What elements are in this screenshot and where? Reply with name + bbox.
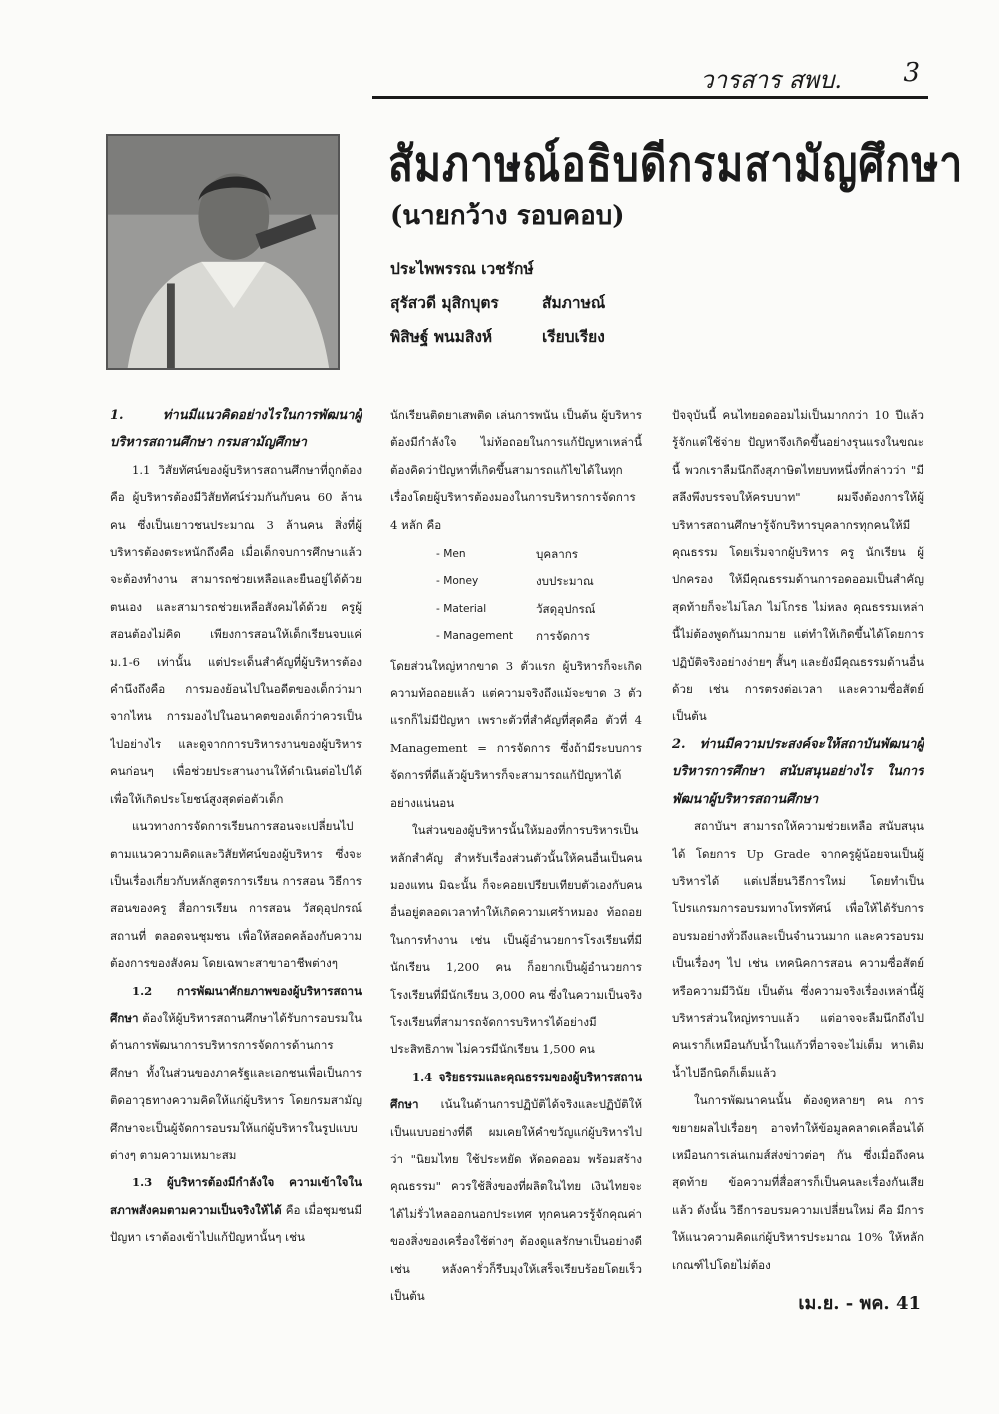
paragraph: ในการพัฒนาคนนั้น ต้องดูหลายๆ คน การขยายผลไปเรื่อยๆ อาจทำให้ข้อมูลคลาดเคลื่อนได้ เหมือนการเล่นเกมส์ส่งข่าวต่อๆ กัน ซึ่งเมื่อถึงคนสุดท้าย ข้อความที่สื่อสารก็เป็นคนละเรื่องกันเสียแล้ว ดังนั้น วิธีการอบรมความเปลี่ยนใหม่ คือ มีการให้แนวความคิดแก่ผู้บริหารประมาณ 10% ให้หลักเกณฑ์ไปโดยไม่ต้อง <box>672 1093 924 1272</box>
list-item-en: - Material <box>436 602 487 615</box>
list-item <box>390 568 642 595</box>
subsection-lead: 1.4 จริยธรรมและคุณธรรมของผู้บริหารสถานศึกษา <box>390 1069 642 1112</box>
column-1 <box>110 402 362 1382</box>
paragraph: นักเรียนติดยาเสพติด เล่นการพนัน เป็นต้น ผู้บริหารต้องมีกำลังใจ ไม่ท้อถอยในการแก้ปัญหาเหล่านี้ ต้องคิดว่าปัญหาที่เกิดขึ้นสามารถแก้ไขได้ในทุกเรื่องโดยผู้บริหารต้องมองในการบริหารการจัดการ 4 หลัก คือ <box>390 408 642 532</box>
list-item <box>390 541 642 568</box>
paragraph: แนวทางการจัดการเรียนการสอนจะเปลี่ยนไปตามแนวความคิดและวิสัยทัศน์ของผู้บริหาร ซึ่งจะเป็นเรื่องเกี่ยวกับหลักสูตรการเรียน การสอน วิธีการสอนของครู สื่อการเรียน การสอน วัสดุอุปกรณ์ สถานที่ ตลอดจนชุมชน เพื่อให้สอดคล้องกับความต้องการของสังคม โดยเฉพาะสาขาอาชีพต่างๆ <box>110 819 362 971</box>
paragraph: โดยส่วนใหญ่หากขาด 3 ตัวแรก ผู้บริหารก็จะเกิดความท้อถอยแล้ว แต่ความจริงถึงแม้จะขาด 3 ตัวแรกก็ไม่มีปัญหา เพราะตัวที่สำคัญที่สุดคือ ตัวที่ 4 Management = การจัดการ ซึ่งถ้ามีระบบการจัดการที่ดีแล้วผู้บริหารก็จะสามารถแก้ปัญหาได้อย่างแน่นอน <box>390 658 642 810</box>
credit-role: สัมภาษณ์ <box>542 293 606 312</box>
credit-name: สุรัสวดี มุสิกบุตร <box>390 293 499 312</box>
paragraph: สถาบันฯ สามารถให้ความช่วยเหลือ สนับสนุนได้ โดยการ Up Grade จากครูผู้น้อยจนเป็นผู้บริหารได้ แต่เปลี่ยนวิธีการใหม่ โดยทำเป็นโปรแกรมการอบรมทางโทรทัศน์ เพื่อให้ได้รับการอบรมอย่างทั่วถึงและเป็นจำนวนมาก และควรอบรมเป็นเรื่องๆ ไป เช่น เทคนิคการสอน ความซื่อสัตย์ หรือความมีวินัย เป็นต้น ซึ่งความจริงเรื่องเหล่านี้ผู้บริหารส่วนใหญ่ทราบแล้ว แต่อาจจะลืมนึกถึงไป คนเราก็เหมือนกับน้ำในแก้วที่อาจจะไม่เต็ม หาเติมน้ำไปอีกนิดก็เต็มแล้ว <box>672 819 924 1080</box>
paragraph: 1.1 วิสัยทัศน์ของผู้บริหารสถานศึกษาที่ถูกต้องคือ ผู้บริหารต้องมีวิสัยทัศน์ร่วมกันกับคน 60 ล้านคน ซึ่งเป็นเยาวชนประมาณ 3 ล้านคน สิ่งที่ผู้บริหารต้องตระหนักถึงคือ เมื่อเด็กจบการศึกษาแล้วจะต้องทำงาน สามารถช่วยเหลือและยืนอยู่ได้ด้วยตนเอง และสามารถช่วยเหลือสังคมได้ด้วย ครูผู้สอนต้องไม่คิด เพียงการสอนให้เด็กเรียนจบแค่ ม.1-6 เท่านั้น แต่ประเด็นสำคัญที่ผู้บริหารต้องคำนึงถึงคือ การมองย้อนไปในอดีตของเด็กว่ามาจากไหน การมองไปในอนาคตของเด็กว่าควรเป็นไปอย่างไร และดูจากการบริหารงานของผู้บริหารคนก่อนๆ เพื่อช่วยประสานงานให้ดำเนินต่อไปได้ เพื่อให้เกิดประโยชน์สูงสุดต่อตัวเด็ก <box>110 462 362 806</box>
subsection-lead: 1.2 การพัฒนาศักยภาพของผู้บริหารสถานศึกษา <box>110 983 362 1025</box>
credit-role: เรียบเรียง <box>542 327 605 346</box>
paragraph <box>110 978 362 1170</box>
paragraph-body: คือ เมื่อชุมชนมีปัญหา เราต้องเข้าไปแก้ปัญหานั้นๆ เช่น <box>110 1202 362 1245</box>
portrait-photo <box>106 134 340 370</box>
list-item <box>390 596 642 623</box>
credit-name: ประไพพรรณ เวชรักษ์ <box>390 259 534 278</box>
article-title: สัมภาษณ์อธิบดีกรมสามัญศึกษา <box>388 135 964 193</box>
question-heading: 2. ท่านมีความประสงค์จะให้สถาบันพัฒนาผู้บริหารการศึกษา สนับสนุนอย่างไร ในการพัฒนาผู้บริหารสถานศึกษา <box>672 736 924 807</box>
list-item-en: - Money <box>436 575 479 588</box>
paragraph-body: เน้นในด้านการปฏิบัติได้จริงและปฏิบัติให้เป็นแบบอย่างที่ดี ผมเคยให้คำขวัญแก่ผู้บริหารไปว่า "นิยมไทย ใช้ประหยัด หัดอดออม พร้อมสร้างคุณธรรม" ควรใช้สิ่งของที่ผลิตในไทย เงินไทยจะได้ไม่รั่วไหลออกนอกประเทศ ทุกคนควรรู้จักคุณค่าของสิ่งของเครื่องใช้ต่างๆ ต้องดูแลรักษาเป็นอย่างดี เช่น หลังคารั่วก็รีบมุงให้เสร็จเรียบร้อยโดยเร็ว เป็นต้น <box>390 1097 642 1303</box>
column-3 <box>672 402 924 1402</box>
running-header <box>372 58 928 96</box>
question-heading: 1. ท่านมีแนวคิดอย่างไรในการพัฒนาผู้บริหารสถานศึกษา กรมสามัญศึกษา <box>110 408 362 451</box>
paragraph: ในส่วนของผู้บริหารนั้นให้มองที่การบริหารเป็นหลักสำคัญ สำหรับเรื่องส่วนตัวนั้นให้คนอื่นเป็นคนมองแทน มิฉะนั้น ก็จะคอยเปรียบเทียบตัวเองกับคนอื่นอยู่ตลอดเวลาทำให้เกิดความเศร้าหมอง ท้อถอยในการทำงาน เช่น เป็นผู้อำนวยการโรงเรียนที่มีนักเรียน 1,200 คน ก็อยากเป็นผู้อำนวยการโรงเรียนที่มีนักเรียน 3,000 คน ซึ่งในความเป็นจริงโรงเรียนที่สามารถจัดการบริหารได้อย่างมีประสิทธิภาพ ไม่ควรมีนักเรียน 1,500 คน <box>390 823 642 1057</box>
subsection-lead: 1.3 ผู้บริหารต้องมีกำลังใจ ความเข้าใจในสภาพสังคมตามความเป็นจริงให้ได้ <box>110 1175 362 1217</box>
page-number: 3 <box>903 58 920 88</box>
list-item <box>390 623 642 650</box>
issue-footer: เม.ย. - พค. 41 <box>798 1293 921 1314</box>
paragraph <box>110 1169 362 1251</box>
list-item-th: การจัดการ <box>536 629 590 644</box>
paragraph-body: ต้องให้ผู้บริหารสถานศึกษาได้รับการอบรมในด้านการพัฒนาการบริหารการจัดการด้านการศึกษา ทั้งในส่วนของภาครัฐและเอกชนเพื่อเป็นการติดอาวุธทางความคิดให้แก่ผู้บริหาร โดยกรมสามัญศึกษาจะเป็นผู้จัดการอบรมให้แก่ผู้บริหารในรูปแบบต่างๆ ตามความเหมาะสม <box>110 1010 362 1162</box>
paragraph <box>390 1064 642 1311</box>
list-item-en: - Men <box>436 548 466 561</box>
principles-list <box>390 541 642 651</box>
list-item-en: - Management <box>436 630 513 643</box>
article-subtitle: (นายกว้าง รอบคอบ) <box>390 201 625 231</box>
paragraph: ปัจจุบันนี้ คนไทยอดออมไม่เป็นมากกว่า 10 ปีแล้ว รู้จักแต่ใช้จ่าย ปัญหาจึงเกิดขึ้นอย่างรุนแรงในขณะนี้ พวกเราลืมนึกถึงสุภาษิตไทยบทหนึ่งที่กล่าวว่า "มีสลึงพึงบรรจบให้ครบบาท" ผมจึงต้องการให้ผู้บริหารสถานศึกษารู้จักบริหารบุคลากรทุกคนให้มีคุณธรรม โดยเริ่มจากผู้บริหาร ครู นักเรียน ผู้ปกครอง ให้มีคุณธรรมด้านการอดออมเป็นสำคัญ สุดท้ายก็จะไม่โลภ ไม่โกรธ ไม่หลง คุณธรรมเหล่านี้ไม่ต้องพูดกันมากมาย แต่ทำให้เกิดขึ้นได้โดยการปฏิบัติจริงอย่างง่ายๆ สั้นๆ และยังมีคุณธรรมด้านอื่นด้วย เช่น การตรงต่อเวลา และความซื่อสัตย์ เป็นต้น <box>672 408 924 724</box>
list-item-th: วัสดุอุปกรณ์ <box>536 601 596 616</box>
list-item-th: งบประมาณ <box>536 574 594 589</box>
column-2 <box>390 402 642 1342</box>
header-rule <box>372 96 928 99</box>
credit-name: พิสิษฐ์ พนมสิงห์ <box>390 327 493 346</box>
journal-name: วารสาร สพบ. <box>700 66 842 94</box>
list-item-th: บุคลากร <box>536 547 578 562</box>
